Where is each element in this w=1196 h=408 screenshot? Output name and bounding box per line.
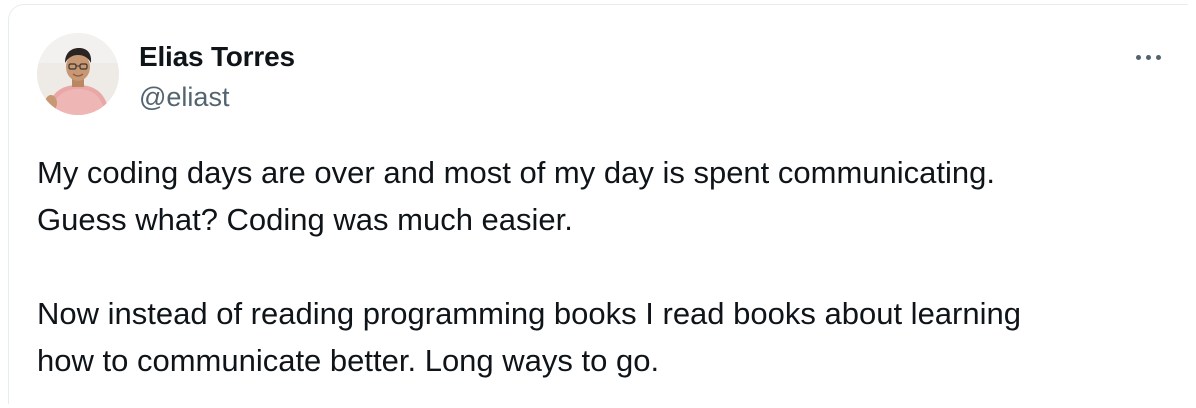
tweet-card bbox=[8, 4, 1188, 404]
paragraph-break bbox=[37, 243, 1167, 290]
avatar[interactable] bbox=[37, 33, 119, 115]
tweet-line: Now instead of reading programming books I read books about learning bbox=[37, 296, 1021, 331]
author-handle[interactable]: @eliast bbox=[139, 82, 230, 112]
tweet-line: Guess what? Coding was much easier. bbox=[37, 202, 573, 237]
more-dot bbox=[1156, 55, 1161, 60]
author-name[interactable]: Elias Torres bbox=[139, 41, 295, 72]
more-horizontal-icon[interactable] bbox=[1130, 47, 1166, 67]
more-dot bbox=[1136, 55, 1141, 60]
tweet-line: My coding days are over and most of my day is spent communicating. bbox=[37, 155, 995, 190]
more-dot bbox=[1146, 55, 1151, 60]
tweet-text bbox=[37, 149, 1167, 384]
avatar-photo bbox=[37, 33, 119, 115]
tweet-line: how to communicate better. Long ways to go. bbox=[37, 343, 660, 378]
